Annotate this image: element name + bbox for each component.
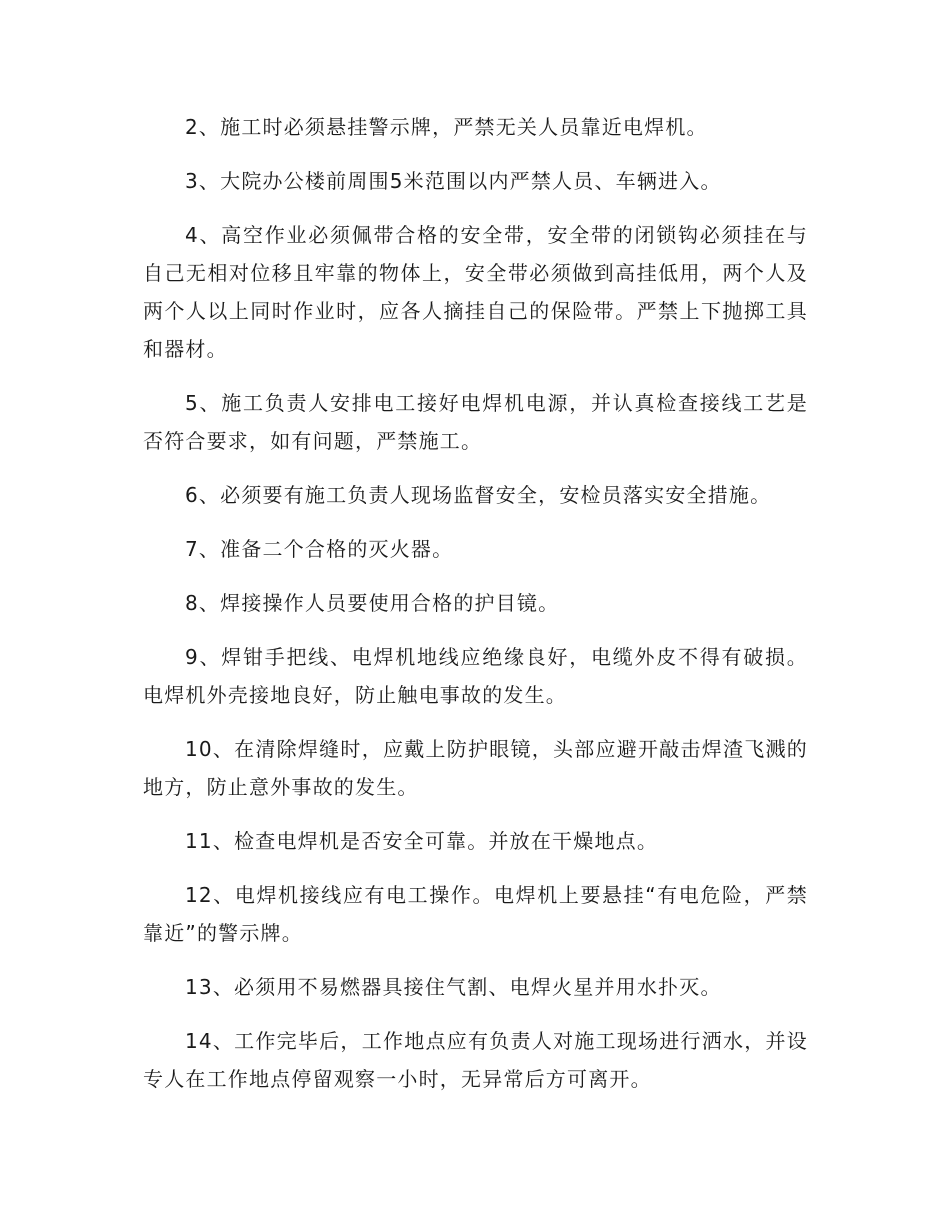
paragraph-item-6: 6、必须要有施工负责人现场监督安全，安检员落实安全措施。 — [185, 483, 772, 507]
paragraph-item-5: 5、施工负责人安排电工接好电焊机电源，并认真检查接线工艺是否符合要求，如有问题，严禁施工。 — [143, 391, 808, 453]
paragraph-item-2: 2、施工时必须悬挂警示牌，严禁无关人员靠近电焊机。 — [185, 115, 708, 139]
paragraph-item-13: 13、必须用不易燃器具接住气割、电焊火星并用水扑灭。 — [185, 975, 722, 999]
paragraph-item-3: 3、大院办公楼前周围5米范围以内严禁人员、车辆进入。 — [185, 169, 722, 193]
document-body — [143, 108, 808, 1114]
paragraph-item-12: 12、电焊机接线应有电工操作。电焊机上要悬挂“有电危险，严禁靠近”的警示牌。 — [143, 883, 808, 945]
paragraph-item-7: 7、准备二个合格的灭火器。 — [185, 537, 454, 561]
paragraph-item-11: 11、检查电焊机是否安全可靠。并放在干燥地点。 — [185, 829, 659, 853]
paragraph-item-14: 14、工作完毕后，工作地点应有负责人对施工现场进行洒水，并设专人在工作地点停留观察一小时，无异常后方可离开。 — [143, 1029, 808, 1091]
paragraph-item-4: 4、高空作业必须佩带合格的安全带，安全带的闭锁钩必须挂在与自己无相对位移且牢靠的物体上，安全带必须做到高挂低用，两个人及两个人以上同时作业时，应各人摘挂自己的保险带。严禁上下抛掷工具和器材。 — [143, 223, 808, 361]
paragraph-item-8: 8、焊接操作人员要使用合格的护目镜。 — [185, 591, 560, 615]
paragraph-item-9: 9、焊钳手把线、电焊机地线应绝缘良好，电缆外皮不得有破损。电焊机外壳接地良好，防止触电事故的发生。 — [143, 645, 808, 707]
paragraph-item-10: 10、在清除焊缝时，应戴上防护眼镜，头部应避开敲击焊渣飞溅的地方，防止意外事故的发生。 — [143, 737, 808, 799]
